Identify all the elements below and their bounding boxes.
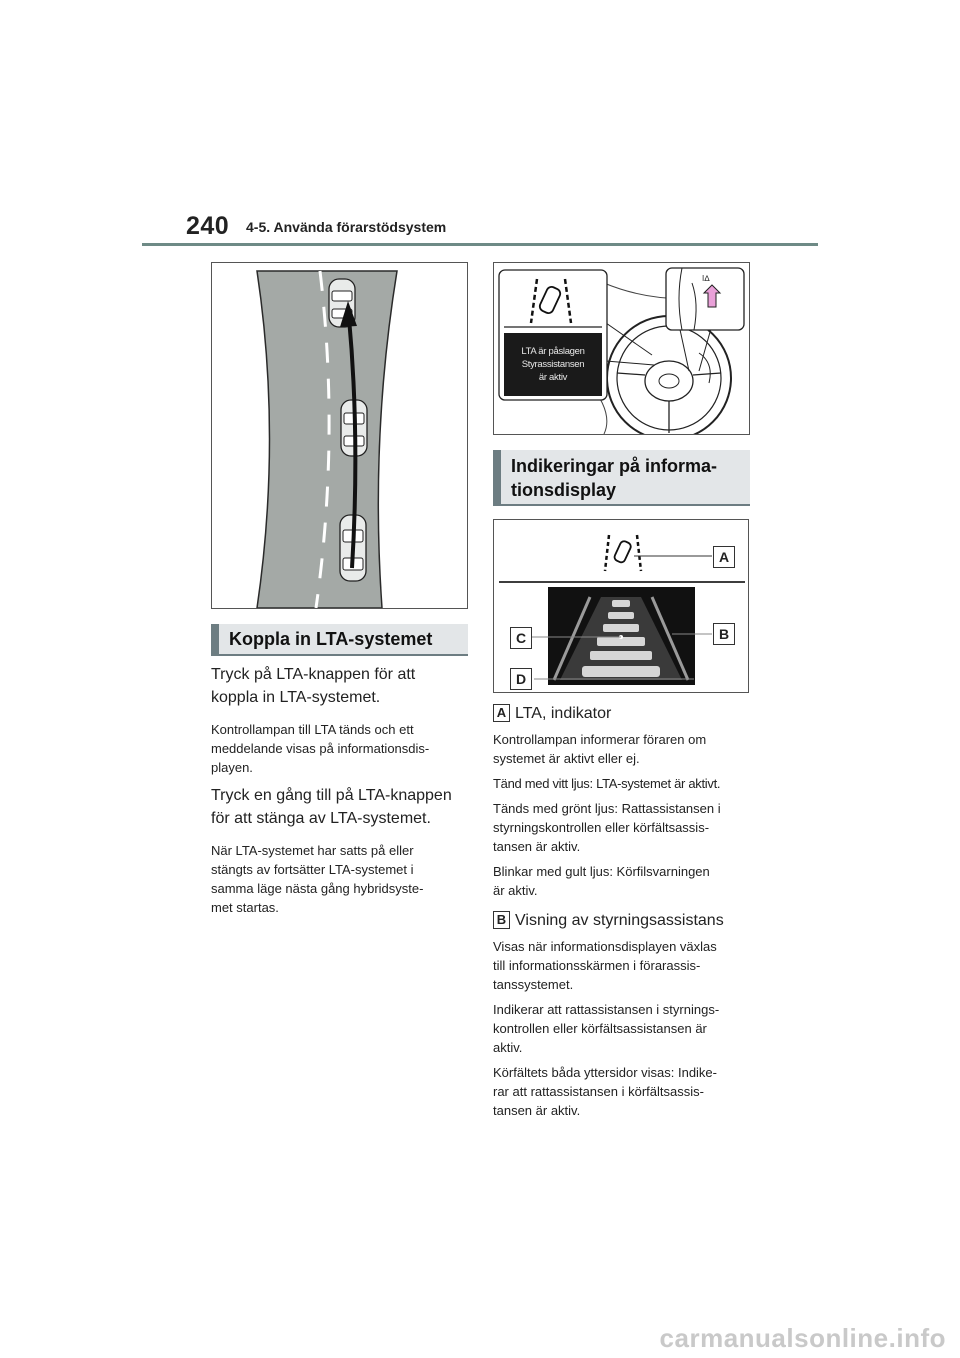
text-line: aktiv. (493, 1040, 523, 1055)
text-line: styrningskontrollen eller körfältsassis- (493, 820, 710, 835)
item-a-title-text: LTA, indikator (515, 705, 612, 722)
text-line: Kontrollampan till LTA tänds och ett (211, 722, 414, 737)
note-turn-on (211, 720, 471, 777)
label-c: C (510, 627, 532, 649)
text-line: till informationsskärmen i förarassis- (493, 958, 701, 973)
text-line: är aktiv. (493, 883, 538, 898)
text-line: Tryck en gång till på LTA-knappen (211, 787, 452, 804)
label-b: B (713, 623, 735, 645)
item-b-title (493, 909, 758, 932)
text-line: Kontrollampan informerar föraren om (493, 732, 707, 747)
text-line: systemet är aktivt eller ej. (493, 751, 640, 766)
info-display-illustration (493, 519, 749, 693)
display-message-line1: LTA är påslagen (521, 346, 585, 357)
road-illustration (211, 262, 468, 609)
left-column-text (211, 663, 471, 917)
right-column-text (493, 702, 758, 1120)
text-line: meddelande visas på informationsdis- (211, 741, 430, 756)
text-line: Tänds med grönt ljus: Rattassistansen i (493, 801, 721, 816)
steering-wheel-illustration (493, 262, 750, 435)
text-line: kontrollen eller körfältsassistansen är (493, 1021, 707, 1036)
page-number: 240 (186, 212, 230, 240)
svg-text:lᐃ: lᐃ (702, 274, 710, 283)
info-display-drawing (494, 520, 748, 692)
text-line: Blinkar med gult ljus: Körfilsvarningen (493, 864, 710, 879)
text-line: tanssystemet. (493, 977, 574, 992)
text-line: När LTA-systemet har satts på eller (211, 843, 414, 858)
item-b-title-text: Visning av styrningsassistans (515, 912, 724, 929)
text-line: Tryck på LTA-knappen för att (211, 666, 416, 683)
text-line: tansen är aktiv. (493, 839, 581, 854)
watermark: carmanualsonline.info (659, 1323, 946, 1353)
section-heading-line2: tionsdisplay (511, 480, 617, 500)
item-a-title (493, 702, 758, 725)
text-line: stängts av fortsätter LTA-systemet i (211, 862, 414, 877)
instruction-turn-on (211, 663, 471, 709)
display-message-line2: Styrassistansen (521, 359, 585, 370)
display-message (504, 345, 602, 384)
text-line: samma läge nästa gång hybridsyste- (211, 881, 424, 896)
text-line: Tänd med vitt ljus: LTA-systemet är aktivt. (493, 776, 721, 791)
item-b-desc (493, 937, 758, 1120)
instruction-turn-off (211, 784, 471, 830)
text-line: met startas. (211, 900, 279, 915)
section-heading-line1: Indikeringar på informa- (511, 456, 718, 476)
text-line: Visas när informationsdisplayen växlas (493, 939, 717, 954)
header-rule (142, 243, 818, 246)
text-line: playen. (211, 760, 253, 775)
chapter-title: 4-5. Använda förarstödsystem (246, 219, 447, 235)
road-drawing (212, 263, 467, 608)
label-d: D (510, 668, 532, 690)
text-line: Indikerar att rattassistansen i styrnings- (493, 1002, 720, 1017)
text-line: tansen är aktiv. (493, 1103, 581, 1118)
text-line: för att stänga av LTA-systemet. (211, 810, 431, 827)
text-line: koppla in LTA-systemet. (211, 689, 381, 706)
section-heading-koppla-in: Koppla in LTA-systemet (211, 624, 468, 656)
lta-indicator-icon (605, 535, 641, 571)
item-a-desc (493, 730, 758, 900)
text-line: rar att rattassistansen i körfältsassis- (493, 1084, 704, 1099)
item-b-tag: B (493, 911, 510, 929)
text-line: Körfältets båda yttersidor visas: Indike- (493, 1065, 717, 1080)
note-turn-off (211, 841, 471, 917)
section-heading-indikeringar (493, 450, 750, 506)
item-a-tag: A (493, 704, 510, 722)
label-a: A (713, 546, 735, 568)
display-message-line3: är aktiv (538, 372, 568, 383)
